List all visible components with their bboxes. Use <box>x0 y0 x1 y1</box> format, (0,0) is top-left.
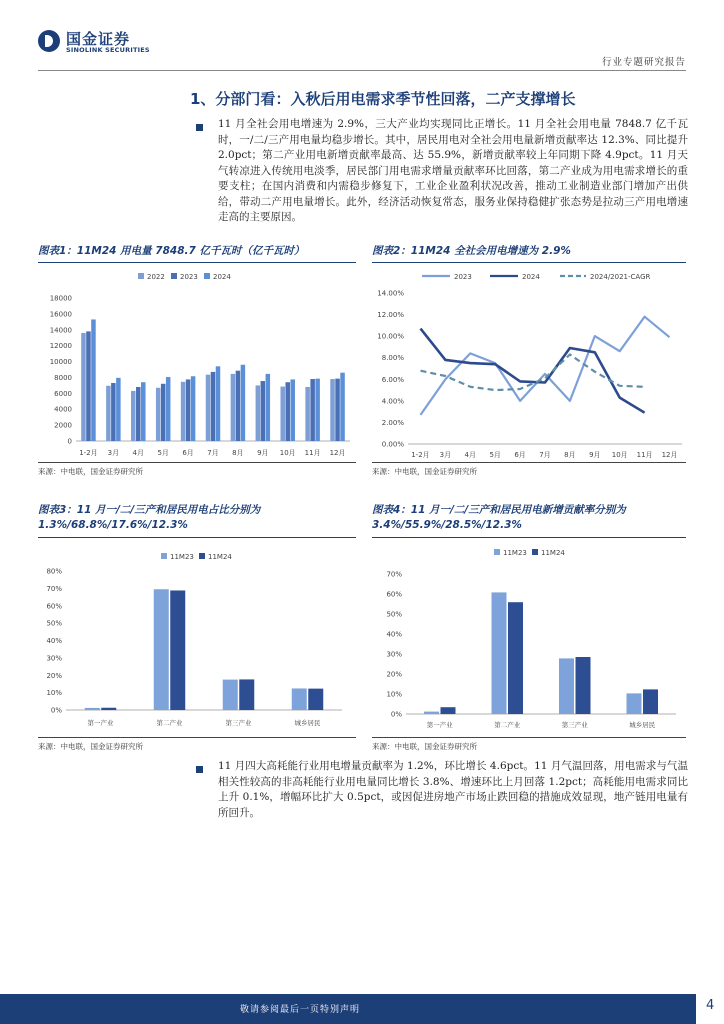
x-tick-label: 9月 <box>257 449 269 457</box>
x-tick-label: 第二产业 <box>156 719 183 727</box>
legend-swatch-11m24 <box>532 549 538 555</box>
x-tick-label: 8月 <box>232 449 244 457</box>
y-tick-label: 30% <box>46 654 62 663</box>
chart-1-source: 来源：中电联，国金证券研究所 <box>38 467 143 476</box>
x-tick-label: 第三产业 <box>225 719 252 727</box>
chart-1-title: 图表1：11M24 用电量 7848.7 亿千瓦时（亿千瓦时） <box>38 245 305 257</box>
bar-11m23-2 <box>559 658 574 714</box>
legend-swatch-2023 <box>171 273 177 279</box>
bar-11m24-1 <box>508 602 523 714</box>
y-tick-label: 0 <box>67 437 72 446</box>
y-tick-label: 6000 <box>54 389 72 398</box>
x-tick-label: 3月 <box>107 449 120 457</box>
bar-2024-9 <box>315 379 320 441</box>
legend-label-cagr: 2024/2021-CAGR <box>590 273 651 281</box>
bar-2023-5 <box>211 372 216 441</box>
bar-2022-2 <box>131 391 136 441</box>
x-tick-label: 11月 <box>304 449 321 457</box>
y-tick-label: 40% <box>386 630 402 639</box>
bar-2023-2 <box>136 387 141 441</box>
y-tick-label: 20% <box>386 670 402 679</box>
x-tick-label: 7月 <box>207 449 219 457</box>
bar-2022-10 <box>330 379 335 441</box>
legend-label-11m24: 11M24 <box>541 549 565 557</box>
bar-2023-1 <box>111 383 116 441</box>
chart-2 <box>372 265 688 462</box>
bar-2023-8 <box>285 382 290 441</box>
y-tick-label: 60% <box>46 602 62 611</box>
legend-label-2024: 2024 <box>522 273 540 281</box>
bar-11m23-0 <box>85 708 100 710</box>
bar-11m24-2 <box>239 679 254 710</box>
bar-2022-8 <box>280 387 285 441</box>
bar-2023-7 <box>261 381 266 441</box>
bar-11m24-0 <box>101 708 116 710</box>
bullet-icon <box>196 766 203 773</box>
legend-label-2022: 2022 <box>147 273 165 281</box>
y-tick-label: 0% <box>390 710 402 719</box>
brand-logo-icon <box>38 30 60 52</box>
section-title: 1、分部门看：入秋后用电需求季节性回落，二产支撑增长 <box>190 90 576 108</box>
paragraph-1: 11 月全社会用电增速为 2.9%，三大产业均实现同比正增长。11 月全社会用电量 7848.7 亿千瓦时，一/二/三产用电量均稳步增长。其中，居民用电对全社会用电量新增贡献率达 12.3%、同比提升 2.0pct；第二产业用电新增贡献率最高、达 55.9%，新增贡献率较上年同期下降 4.9pct。11 月天气转凉进入传统用电淡季，居民部门用电需求增量贡献率环比回落，第二产业成为用电需求增长的重要支柱；在国内消费和内需稳步修复下，工业企业盈利状况改善，推动工业制造业部门增加产出供给，带动二产用电量增长。此外，经济活动恢复常态，服务业保持稳健扩张态势是拉动三产用电增速走高的主要原因。 <box>218 118 688 223</box>
chart-1-title-rule <box>38 262 356 263</box>
x-tick-label: 第一产业 <box>87 719 114 727</box>
bar-2022-9 <box>305 387 310 441</box>
bar-11m24-3 <box>643 689 658 714</box>
chart-2-title-rule <box>372 262 686 263</box>
chart-3-source-rule <box>38 737 356 738</box>
y-tick-label: 8.00% <box>381 354 404 363</box>
legend-swatch-11m24 <box>199 553 205 559</box>
legend-label-2023: 2023 <box>180 273 198 281</box>
bar-11m23-2 <box>223 680 238 710</box>
chart-3-title-rule <box>38 537 356 538</box>
chart-3-source: 来源：中电联，国金证券研究所 <box>38 742 143 751</box>
x-tick-label: 1-2月 <box>79 449 98 457</box>
bar-2024-8 <box>290 379 295 441</box>
x-tick-label: 第二产业 <box>494 721 521 729</box>
y-tick-label: 12.00% <box>377 311 404 320</box>
y-tick-label: 0.00% <box>381 440 404 449</box>
x-tick-label: 5月 <box>489 451 501 459</box>
y-tick-label: 50% <box>386 610 402 619</box>
chart-2-source-rule <box>372 462 686 463</box>
bar-11m23-3 <box>292 688 307 710</box>
x-tick-label: 第三产业 <box>561 721 588 729</box>
y-tick-label: 40% <box>46 637 62 645</box>
bar-2024-10 <box>340 373 345 441</box>
y-tick-label: 8000 <box>54 373 72 382</box>
header-divider <box>38 70 686 71</box>
y-tick-label: 10% <box>46 689 62 698</box>
bar-2023-3 <box>161 384 166 441</box>
y-tick-label: 20% <box>46 671 62 680</box>
x-tick-label: 城乡居民 <box>294 719 321 727</box>
x-tick-label: 8月 <box>564 451 576 459</box>
y-tick-label: 14000 <box>49 326 72 335</box>
y-tick-label: 16000 <box>49 310 72 319</box>
brand-name: 国金证券 <box>66 30 131 48</box>
y-tick-label: 14.00% <box>377 289 404 298</box>
bar-11m24-2 <box>576 657 591 714</box>
bar-2024-0 <box>91 319 96 441</box>
x-tick-label: 3月 <box>439 451 452 459</box>
footer-disclaimer: 敬请参阅最后一页特别声明 <box>240 1005 361 1015</box>
bar-2024-4 <box>191 376 196 441</box>
bar-2023-4 <box>186 379 191 441</box>
chart-4 <box>372 540 688 736</box>
bar-2022-0 <box>81 333 86 441</box>
bar-2023-6 <box>236 371 241 441</box>
y-tick-label: 70% <box>46 584 62 593</box>
legend-swatch-2022 <box>138 273 144 279</box>
bar-2022-6 <box>231 374 236 441</box>
y-tick-label: 6.00% <box>381 375 404 384</box>
legend-label-11m23: 11M23 <box>170 553 194 561</box>
legend-label-11m24: 11M24 <box>208 553 232 561</box>
bar-2024-5 <box>216 366 221 441</box>
bar-2024-6 <box>241 365 246 441</box>
chart-3 <box>38 540 356 736</box>
x-tick-label: 10月 <box>279 449 296 457</box>
bar-11m23-0 <box>424 712 439 714</box>
y-tick-label: 0% <box>50 706 62 715</box>
bar-11m23-1 <box>492 592 507 714</box>
y-tick-label: 4000 <box>54 405 72 414</box>
x-tick-label: 4月 <box>132 449 145 457</box>
chart-1-source-rule <box>38 462 356 463</box>
y-tick-label: 10000 <box>49 358 72 367</box>
legend-label-2024: 2024 <box>213 273 231 281</box>
bar-2023-0 <box>86 331 91 441</box>
chart-1 <box>38 265 356 462</box>
y-tick-label: 4.00% <box>381 397 404 406</box>
bar-2022-5 <box>206 375 211 441</box>
x-tick-label: 11月 <box>636 451 653 459</box>
bar-2024-3 <box>166 377 171 441</box>
chart-3-title: 图表3：11 月一/二/三产和居民用电占比分别为 1.3%/68.8%/17.6%/12.3% <box>38 504 261 531</box>
bar-2023-9 <box>310 379 315 441</box>
chart-2-title: 图表2：11M24 全社会用电增速为 2.9% <box>372 245 571 257</box>
bar-2022-3 <box>156 388 161 441</box>
x-tick-label: 6月 <box>514 451 526 459</box>
bar-2022-1 <box>106 386 111 441</box>
legend-swatch-2024 <box>204 273 210 279</box>
bar-2024-2 <box>141 382 146 441</box>
chart-4-source-rule <box>372 737 686 738</box>
bar-11m24-3 <box>308 689 323 710</box>
line-series-0 <box>421 317 670 415</box>
x-tick-label: 12月 <box>329 449 346 457</box>
chart-4-title: 图表4：11 月一/二/三产和居民用电新增贡献率分别为 3.4%/55.9%/28.5%/12.3% <box>372 504 626 531</box>
y-tick-label: 80% <box>46 567 62 576</box>
x-tick-label: 1-2月 <box>411 451 430 459</box>
y-tick-label: 10% <box>386 690 402 699</box>
bar-11m23-1 <box>154 589 169 710</box>
y-tick-label: 70% <box>386 570 402 579</box>
y-tick-label: 18000 <box>49 294 72 303</box>
y-tick-label: 12000 <box>49 342 72 351</box>
y-tick-label: 10.00% <box>377 332 404 341</box>
legend-swatch-11m23 <box>494 549 500 555</box>
brand-name-en: SINOLINK SECURITIES <box>66 46 150 54</box>
bar-2023-10 <box>335 379 340 441</box>
x-tick-label: 5月 <box>157 449 169 457</box>
x-tick-label: 12月 <box>661 451 678 459</box>
x-tick-label: 6月 <box>182 449 194 457</box>
page-number: 4 <box>706 998 715 1013</box>
x-tick-label: 7月 <box>539 451 551 459</box>
document-type: 行业专题研究报告 <box>601 57 686 68</box>
legend-label-2023: 2023 <box>454 273 472 281</box>
x-tick-label: 第一产业 <box>426 721 453 729</box>
bar-2022-7 <box>256 385 261 441</box>
chart-2-source: 来源：中电联，国金证券研究所 <box>372 467 477 476</box>
x-tick-label: 4月 <box>464 451 477 459</box>
bar-11m23-3 <box>627 693 642 714</box>
bar-2024-1 <box>116 378 121 441</box>
bar-11m24-1 <box>170 590 185 710</box>
x-tick-label: 10月 <box>611 451 628 459</box>
y-tick-label: 2000 <box>54 421 72 430</box>
legend-swatch-11m23 <box>161 553 167 559</box>
chart-4-source: 来源：中电联，国金证券研究所 <box>372 742 477 751</box>
y-tick-label: 50% <box>46 619 62 628</box>
y-tick-label: 60% <box>386 590 402 599</box>
legend-label-11m23: 11M23 <box>503 549 527 557</box>
y-tick-label: 30% <box>386 650 402 659</box>
x-tick-label: 城乡居民 <box>629 721 656 729</box>
bullet-icon <box>196 124 203 131</box>
paragraph-2: 11 月四大高耗能行业用电增量贡献率为 1.2%，环比增长 4.6pct。11 月气温回落，用电需求与气温相关性较高的非高耗能行业用电量同比增长 3.8%、增速环比上月回落 1.2pct；高耗能用电需求同比上升 0.1%，增幅环比扩大 0.5pct，或因促进房地产市场止跌回稳的措施成效显现，地产链用电量有所回升。 <box>218 760 688 819</box>
bar-2022-4 <box>181 382 186 441</box>
y-tick-label: 2.00% <box>381 418 404 427</box>
bar-2024-7 <box>266 374 271 441</box>
x-tick-label: 9月 <box>589 451 601 459</box>
chart-4-title-rule <box>372 537 686 538</box>
bar-11m24-0 <box>441 707 456 714</box>
